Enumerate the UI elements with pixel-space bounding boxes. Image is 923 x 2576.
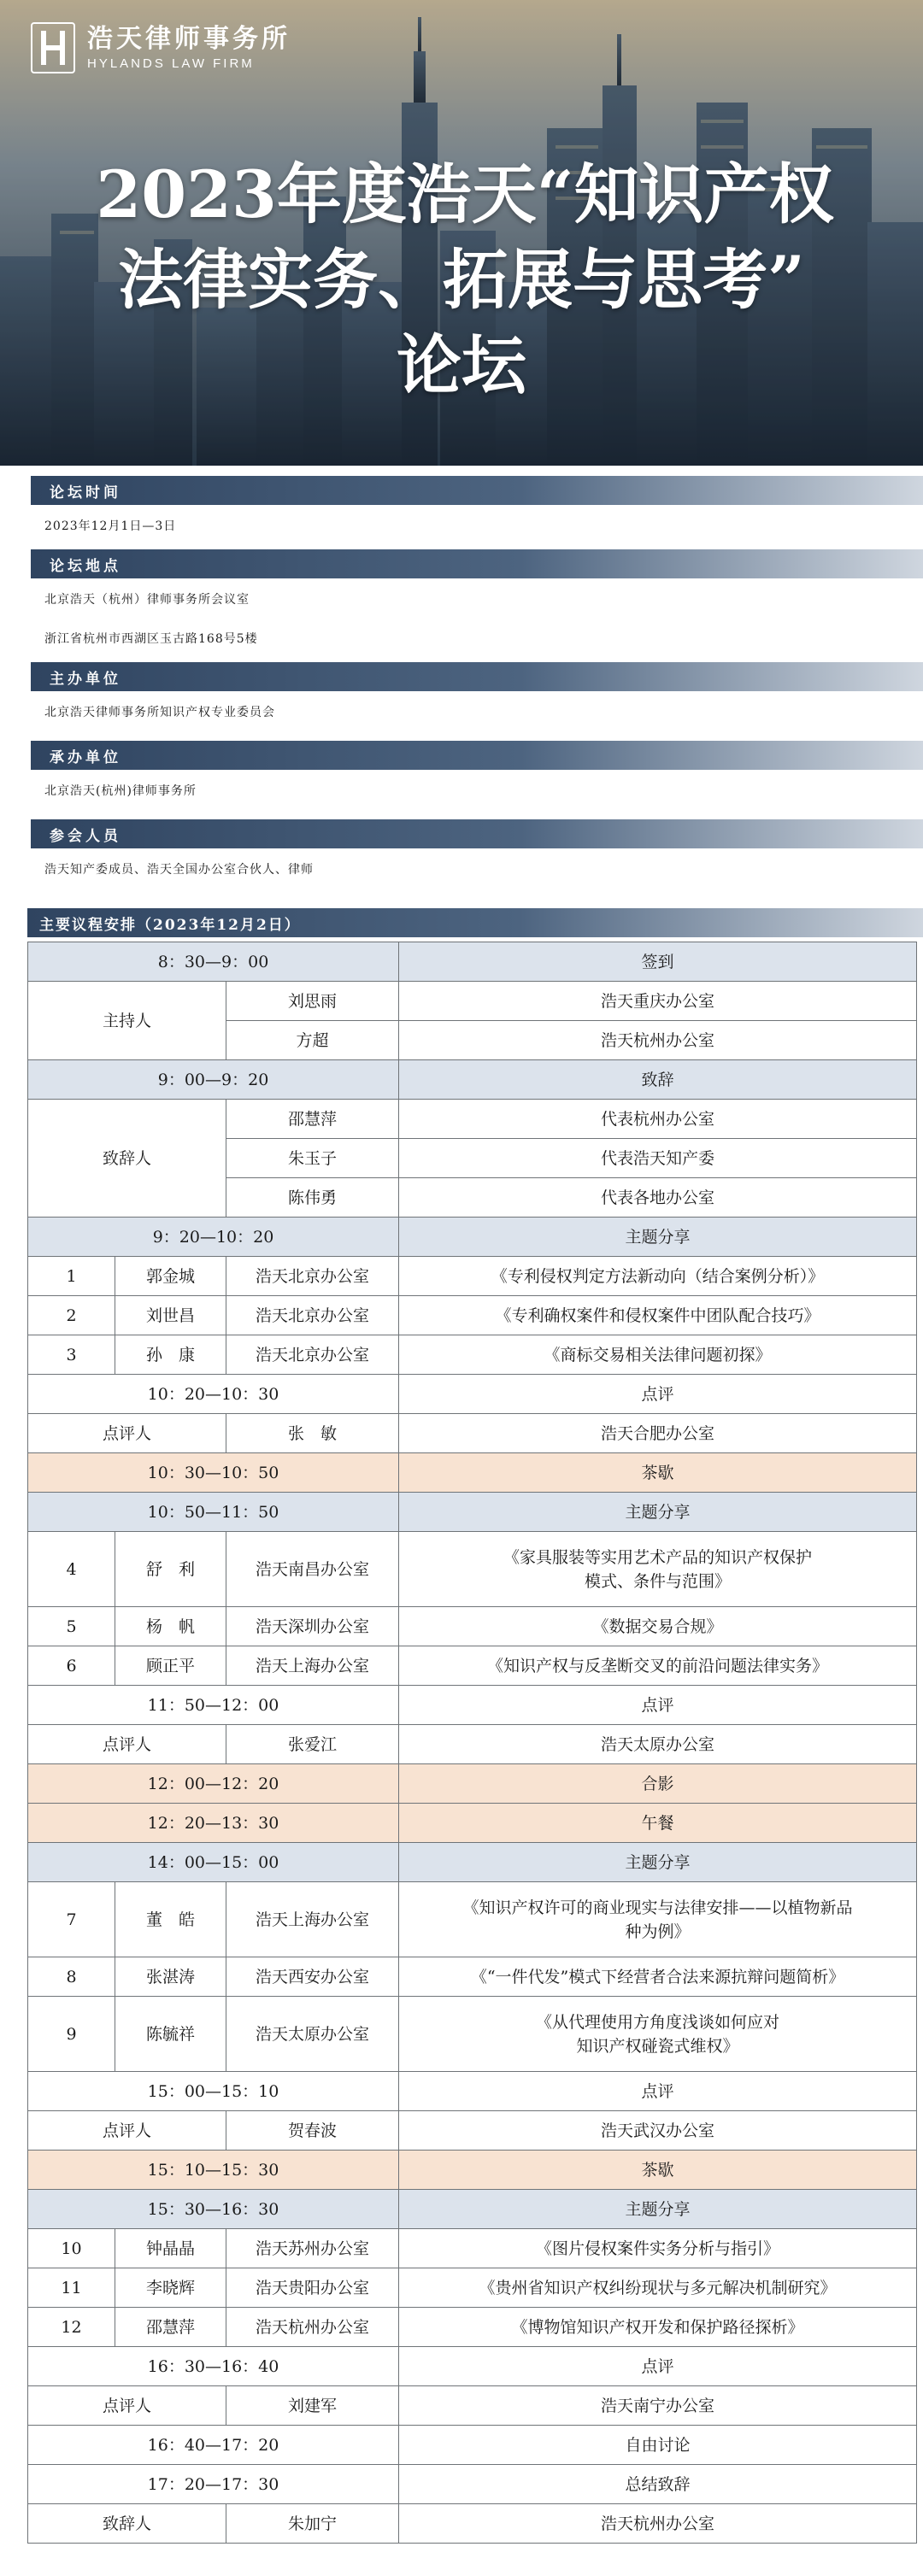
agenda-session-row bbox=[28, 2347, 917, 2386]
talk-topic: 《知识产权与反垄断交叉的前沿问题法律实务》 bbox=[399, 1646, 917, 1686]
session-label: 点评 bbox=[399, 1686, 917, 1725]
reviewer-name: 刘建军 bbox=[226, 2386, 399, 2426]
person-name: 刘思雨 bbox=[226, 982, 399, 1021]
speaker-name: 杨 帆 bbox=[115, 1607, 226, 1646]
talk-topic: 《专利确权案件和侵权案件中团队配合技巧》 bbox=[399, 1296, 917, 1335]
session-label: 合影 bbox=[399, 1764, 917, 1804]
agenda-session-row bbox=[28, 1843, 917, 1882]
reviewer-role: 点评人 bbox=[28, 1414, 226, 1453]
speaker-office: 浩天北京办公室 bbox=[226, 1296, 399, 1335]
info-line: 北京浩天律师事务所知识产权专业委员会 bbox=[44, 706, 275, 719]
session-time: 9：20—10：20 bbox=[28, 1218, 399, 1257]
forum-title bbox=[0, 152, 923, 408]
info-line: 浩天知产委成员、浩天全国办公室合伙人、律师 bbox=[44, 863, 314, 877]
reviewer-office: 浩天合肥办公室 bbox=[399, 1414, 917, 1453]
agenda-talk-row bbox=[28, 1997, 917, 2072]
agenda-reviewer-row bbox=[28, 2504, 917, 2544]
speaker-office: 浩天上海办公室 bbox=[226, 1882, 399, 1957]
session-label: 主题分享 bbox=[399, 2190, 917, 2229]
talk-number: 9 bbox=[28, 1997, 115, 2072]
speaker-name: 董 皓 bbox=[115, 1882, 226, 1957]
speaker-office: 浩天北京办公室 bbox=[226, 1335, 399, 1375]
agenda-reviewer-row bbox=[28, 2111, 917, 2151]
speaker-office: 浩天贵阳办公室 bbox=[226, 2268, 399, 2308]
agenda-talk-row bbox=[28, 2308, 917, 2347]
agenda-session-row bbox=[28, 1686, 917, 1725]
agenda-session-row bbox=[28, 2151, 917, 2190]
person-name: 方超 bbox=[226, 1021, 399, 1060]
agenda-session-row bbox=[28, 2426, 917, 2465]
session-label: 点评 bbox=[399, 2347, 917, 2386]
session-label: 午餐 bbox=[399, 1804, 917, 1843]
session-time: 10：30—10：50 bbox=[28, 1453, 399, 1493]
agenda-role-row bbox=[28, 1100, 917, 1139]
speaker-name: 张湛涛 bbox=[115, 1957, 226, 1997]
speaker-office: 浩天上海办公室 bbox=[226, 1646, 399, 1686]
talk-topic: 《从代理使用方角度浅谈如何应对 知识产权碰瓷式维权》 bbox=[399, 1997, 917, 2072]
talk-topic: 《数据交易合规》 bbox=[399, 1607, 917, 1646]
firm-logo bbox=[31, 22, 291, 73]
speaker-office: 浩天南昌办公室 bbox=[226, 1532, 399, 1607]
agenda-session-row bbox=[28, 2072, 917, 2111]
role-label: 致辞人 bbox=[28, 1100, 226, 1218]
agenda-session-row bbox=[28, 1375, 917, 1414]
info-section-time bbox=[0, 476, 923, 536]
speaker-name: 李晓辉 bbox=[115, 2268, 226, 2308]
info-line: 2023年12月1日—3日 bbox=[44, 519, 177, 533]
agenda-session-row bbox=[28, 1060, 917, 1100]
hero-banner bbox=[0, 0, 923, 466]
reviewer-office: 浩天武汉办公室 bbox=[399, 2111, 917, 2151]
agenda-session-row bbox=[28, 1493, 917, 1532]
talk-number: 4 bbox=[28, 1532, 115, 1607]
speaker-name: 郭金城 bbox=[115, 1257, 226, 1296]
info-section-venue bbox=[0, 549, 923, 648]
section-bar: 承办单位 bbox=[31, 741, 923, 770]
agenda-session-row bbox=[28, 1453, 917, 1493]
session-time: 16：40—17：20 bbox=[28, 2426, 399, 2465]
session-label: 点评 bbox=[399, 2072, 917, 2111]
agenda-reviewer-row bbox=[28, 2386, 917, 2426]
session-time: 9：00—9：20 bbox=[28, 1060, 399, 1100]
forum-info bbox=[0, 476, 923, 879]
talk-topic: 《商标交易相关法律问题初探》 bbox=[399, 1335, 917, 1375]
talk-topic: 《“一件代发”模式下经营者合法来源抗辩问题简析》 bbox=[399, 1957, 917, 1997]
talk-number: 7 bbox=[28, 1882, 115, 1957]
talk-topic: 《知识产权许可的商业现实与法律安排——以植物新品 种为例》 bbox=[399, 1882, 917, 1957]
agenda-talk-row bbox=[28, 1882, 917, 1957]
session-label: 茶歇 bbox=[399, 2151, 917, 2190]
reviewer-name: 贺春波 bbox=[226, 2111, 399, 2151]
speaker-name: 孙 康 bbox=[115, 1335, 226, 1375]
logo-chinese-name: 浩天律师事务所 bbox=[87, 23, 291, 54]
session-time: 10：20—10：30 bbox=[28, 1375, 399, 1414]
agenda-talk-row bbox=[28, 1646, 917, 1686]
talk-number: 12 bbox=[28, 2308, 115, 2347]
hylands-logo-icon bbox=[31, 22, 75, 73]
agenda-session-row bbox=[28, 1764, 917, 1804]
talk-number: 5 bbox=[28, 1607, 115, 1646]
info-section-organizer bbox=[0, 741, 923, 801]
logo-english-name: HYLANDS LAW FIRM bbox=[87, 56, 255, 71]
session-label: 总结致辞 bbox=[399, 2465, 917, 2504]
speaker-office: 浩天苏州办公室 bbox=[226, 2229, 399, 2268]
person-office: 浩天重庆办公室 bbox=[399, 982, 917, 1021]
person-name: 朱玉子 bbox=[226, 1139, 399, 1178]
section-bar: 论坛地点 bbox=[31, 549, 923, 578]
session-time: 15：10—15：30 bbox=[28, 2151, 399, 2190]
person-name: 陈伟勇 bbox=[226, 1178, 399, 1218]
session-time: 17：20—17：30 bbox=[28, 2465, 399, 2504]
person-office: 代表各地办公室 bbox=[399, 1178, 917, 1218]
talk-topic: 《博物馆知识产权开发和保护路径探析》 bbox=[399, 2308, 917, 2347]
person-name: 邵慧萍 bbox=[226, 1100, 399, 1139]
reviewer-role: 致辞人 bbox=[28, 2504, 226, 2544]
title-line-1: 2023年度浩天“知识产权 bbox=[96, 156, 834, 232]
speaker-office: 浩天杭州办公室 bbox=[226, 2308, 399, 2347]
session-label: 主题分享 bbox=[399, 1493, 917, 1532]
speaker-name: 邵慧萍 bbox=[115, 2308, 226, 2347]
session-time: 12：20—13：30 bbox=[28, 1804, 399, 1843]
reviewer-role: 点评人 bbox=[28, 2386, 226, 2426]
reviewer-role: 点评人 bbox=[28, 2111, 226, 2151]
title-line-3: 论坛 bbox=[397, 327, 526, 403]
info-section-attendees bbox=[0, 819, 923, 879]
speaker-office: 浩天太原办公室 bbox=[226, 1997, 399, 2072]
agenda-talk-row bbox=[28, 1607, 917, 1646]
agenda-role-row bbox=[28, 982, 917, 1021]
info-section-host bbox=[0, 662, 923, 722]
agenda-session-row bbox=[28, 1218, 917, 1257]
reviewer-office: 浩天太原办公室 bbox=[399, 1725, 917, 1764]
agenda-session-row bbox=[28, 2190, 917, 2229]
reviewer-office: 浩天杭州办公室 bbox=[399, 2504, 917, 2544]
speaker-name: 刘世昌 bbox=[115, 1296, 226, 1335]
speaker-name: 顾正平 bbox=[115, 1646, 226, 1686]
speaker-name: 舒 利 bbox=[115, 1532, 226, 1607]
session-label: 自由讨论 bbox=[399, 2426, 917, 2465]
person-office: 代表浩天知产委 bbox=[399, 1139, 917, 1178]
agenda-table bbox=[27, 942, 917, 2544]
reviewer-name: 张 敏 bbox=[226, 1414, 399, 1453]
reviewer-role: 点评人 bbox=[28, 1725, 226, 1764]
session-time: 8：30—9：00 bbox=[28, 942, 399, 982]
agenda-talk-row bbox=[28, 2268, 917, 2308]
reviewer-office: 浩天南宁办公室 bbox=[399, 2386, 917, 2426]
session-time: 10：50—11：50 bbox=[28, 1493, 399, 1532]
session-time: 16：30—16：40 bbox=[28, 2347, 399, 2386]
reviewer-name: 张爱江 bbox=[226, 1725, 399, 1764]
agenda-talk-row bbox=[28, 1257, 917, 1296]
agenda-talk-row bbox=[28, 1296, 917, 1335]
speaker-name: 钟晶晶 bbox=[115, 2229, 226, 2268]
talk-number: 1 bbox=[28, 1257, 115, 1296]
speaker-name: 陈毓祥 bbox=[115, 1997, 226, 2072]
title-line-2: 法律实务、拓展与思考” bbox=[118, 242, 805, 318]
info-line: 浙江省杭州市西湖区玉古路168号5楼 bbox=[44, 632, 258, 646]
reviewer-name: 朱加宁 bbox=[226, 2504, 399, 2544]
person-office: 浩天杭州办公室 bbox=[399, 1021, 917, 1060]
session-time: 12：00—12：20 bbox=[28, 1764, 399, 1804]
talk-number: 6 bbox=[28, 1646, 115, 1686]
talk-number: 3 bbox=[28, 1335, 115, 1375]
session-label: 主题分享 bbox=[399, 1843, 917, 1882]
talk-number: 10 bbox=[28, 2229, 115, 2268]
agenda-title: 主要议程安排（2023年12月2日） bbox=[27, 908, 923, 937]
speaker-office: 浩天深圳办公室 bbox=[226, 1607, 399, 1646]
agenda-session-row bbox=[28, 1804, 917, 1843]
talk-topic: 《贵州省知识产权纠纷现状与多元解决机制研究》 bbox=[399, 2268, 917, 2308]
talk-number: 2 bbox=[28, 1296, 115, 1335]
session-time: 15：00—15：10 bbox=[28, 2072, 399, 2111]
session-label: 茶歇 bbox=[399, 1453, 917, 1493]
session-label: 签到 bbox=[399, 942, 917, 982]
session-label: 致辞 bbox=[399, 1060, 917, 1100]
agenda-talk-row bbox=[28, 1532, 917, 1607]
session-time: 14：00—15：00 bbox=[28, 1843, 399, 1882]
session-label: 主题分享 bbox=[399, 1218, 917, 1257]
talk-number: 11 bbox=[28, 2268, 115, 2308]
speaker-office: 浩天北京办公室 bbox=[226, 1257, 399, 1296]
role-label: 主持人 bbox=[28, 982, 226, 1060]
talk-number: 8 bbox=[28, 1957, 115, 1997]
section-bar: 论坛时间 bbox=[31, 476, 923, 505]
section-bar: 参会人员 bbox=[31, 819, 923, 848]
agenda-session-row bbox=[28, 2465, 917, 2504]
agenda-talk-row bbox=[28, 1335, 917, 1375]
talk-topic: 《家具服装等实用艺术产品的知识产权保护 模式、条件与范围》 bbox=[399, 1532, 917, 1607]
agenda-talk-row bbox=[28, 2229, 917, 2268]
agenda-reviewer-row bbox=[28, 1414, 917, 1453]
session-label: 点评 bbox=[399, 1375, 917, 1414]
talk-topic: 《图片侵权案件实务分析与指引》 bbox=[399, 2229, 917, 2268]
agenda-session-row bbox=[28, 942, 917, 982]
session-time: 15：30—16：30 bbox=[28, 2190, 399, 2229]
person-office: 代表杭州办公室 bbox=[399, 1100, 917, 1139]
talk-topic: 《专利侵权判定方法新动向（结合案例分析）》 bbox=[399, 1257, 917, 1296]
session-time: 11：50—12：00 bbox=[28, 1686, 399, 1725]
info-line: 北京浩天(杭州)律师事务所 bbox=[44, 784, 197, 798]
agenda-reviewer-row bbox=[28, 1725, 917, 1764]
section-bar: 主办单位 bbox=[31, 662, 923, 691]
agenda-talk-row bbox=[28, 1957, 917, 1997]
info-line: 北京浩天（杭州）律师事务所会议室 bbox=[44, 593, 250, 607]
speaker-office: 浩天西安办公室 bbox=[226, 1957, 399, 1997]
